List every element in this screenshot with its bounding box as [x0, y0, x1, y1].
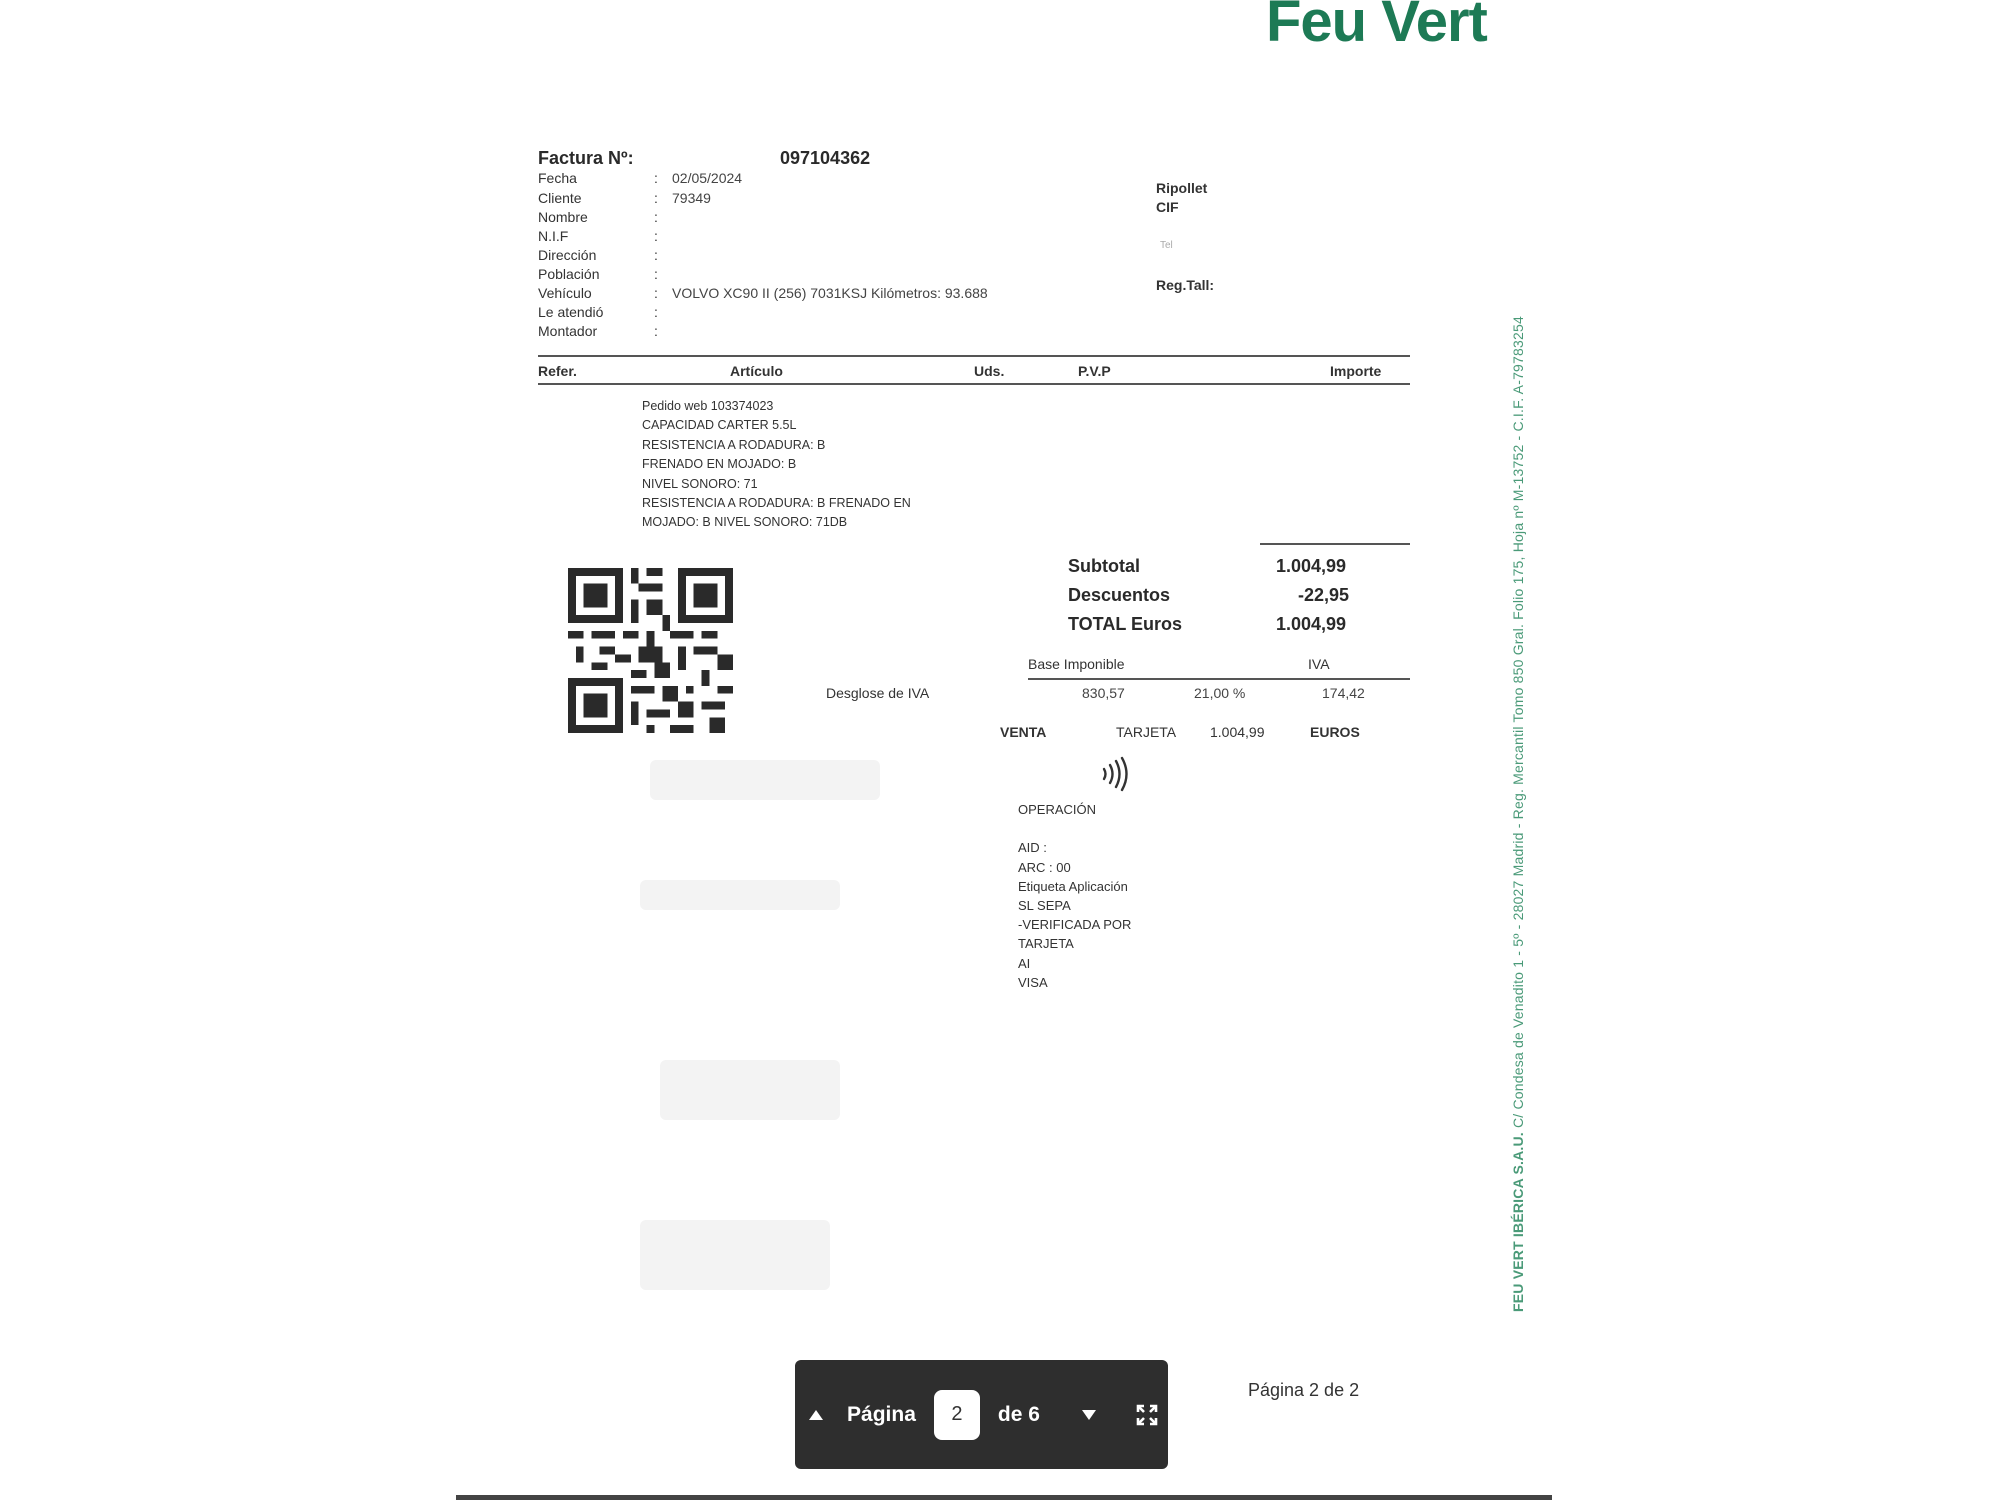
field-label: Fecha [538, 170, 577, 186]
page-bottom-edge [456, 1495, 1552, 1500]
field-value-client: 79349 [672, 190, 711, 206]
field-separator: : [654, 170, 658, 186]
scan-artifact [660, 1060, 840, 1120]
scan-artifact [650, 760, 880, 800]
item-line: CAPACIDAD CARTER 5.5L [642, 418, 797, 433]
receipt-line: AID : [1018, 840, 1047, 856]
page-total-label: de 6 [997, 1402, 1040, 1426]
field-label: Montador [538, 323, 598, 339]
page-label: Página [847, 1402, 916, 1426]
vat-label: IVA [1308, 656, 1330, 672]
payment-sale: VENTA [1000, 724, 1047, 740]
field-separator: : [654, 247, 658, 263]
document-page [456, 0, 1552, 1500]
fullscreen-button[interactable] [1134, 1402, 1160, 1428]
shop-name: Ripollet [1156, 180, 1208, 196]
company-address: C/ Condesa de Venadito 1 - 5º - 28027 Madrid - Reg. Mercantil Tomo 850 Gral. Folio 175, Hoja nº M-13752 - C.I.F. A-79783254 [1510, 316, 1526, 1133]
receipt-line: VISA [1018, 974, 1048, 990]
field-separator: : [654, 285, 658, 301]
col-article: Artículo [730, 363, 783, 379]
tel-label: Tel [1160, 240, 1173, 251]
vat-breakdown-label: Desglose de IVA [826, 685, 930, 701]
feu-vert-logo: Feu Vert [1266, 0, 1487, 54]
discount-label: Descuentos [1068, 585, 1171, 605]
receipt-line: ARC : 00 [1018, 859, 1071, 875]
page-number-input[interactable] [934, 1390, 980, 1440]
item-line: MOJADO: B NIVEL SONORO: 71DB [642, 515, 848, 530]
payment-currency: EUROS [1310, 724, 1360, 740]
field-value-date: 02/05/2024 [672, 170, 743, 186]
receipt-line: AI [1018, 955, 1031, 971]
next-page-button[interactable] [1076, 1402, 1102, 1428]
field-label: Nombre [538, 209, 588, 225]
vat-rule [1028, 678, 1410, 680]
field-separator: : [654, 266, 658, 282]
col-ref: Refer. [538, 363, 577, 379]
col-amount: Importe [1330, 363, 1382, 379]
receipt-line: -VERIFICADA POR [1018, 917, 1132, 933]
reg-tall-label: Reg.Tall: [1156, 277, 1215, 293]
totals-rule [1260, 543, 1410, 545]
field-separator: : [654, 323, 658, 339]
fullscreen-icon [1136, 1404, 1158, 1426]
arrow-down-icon [1081, 1409, 1097, 1421]
field-separator: : [654, 304, 658, 320]
field-label: Población [538, 266, 600, 282]
subtotal-label: Subtotal [1068, 556, 1140, 576]
company-name: FEU VERT IBÉRICA S.A.U. [1510, 1132, 1526, 1312]
invoice-number-label: Factura Nº: [538, 148, 634, 168]
table-header-rule [538, 383, 1410, 385]
field-separator: : [654, 190, 658, 206]
cif-label: CIF [1156, 199, 1179, 215]
receipt-line: Etiqueta Aplicación [1018, 878, 1128, 894]
payment-amount: 1.004,99 [1210, 724, 1265, 740]
vat-base-value: 830,57 [1082, 685, 1125, 701]
field-separator: : [654, 209, 658, 225]
faded-header-watermark [510, 0, 529, 74]
payment-method: TARJETA [1116, 724, 1177, 740]
receipt-line: SL SEPA [1018, 898, 1071, 913]
item-line: Pedido web 103374023 [642, 399, 774, 413]
contactless-icon [1096, 756, 1132, 792]
total-label: TOTAL Euros [1068, 614, 1183, 634]
item-line: RESISTENCIA A RODADURA: B FRENADO EN [642, 496, 911, 511]
scan-artifact [640, 1220, 830, 1290]
vat-base-label: Base Imponible [1028, 656, 1125, 672]
receipt-line: TARJETA [1018, 936, 1074, 952]
discount-value: -22,95 [1298, 585, 1350, 605]
total-value: 1.004,99 [1276, 614, 1347, 634]
company-legal-text [1510, 316, 1526, 1312]
page-navigation-toolbar [795, 1360, 1168, 1469]
vat-rate: 21,00 % [1194, 685, 1246, 701]
item-line: RESISTENCIA A RODADURA: B [642, 437, 826, 452]
document-page-number: Página 2 de 2 [1248, 1380, 1360, 1400]
table-top-rule [538, 355, 1410, 357]
col-pvp: P.V.P [1078, 363, 1111, 379]
previous-page-button[interactable] [803, 1402, 829, 1428]
item-description [642, 397, 911, 533]
field-value-vehicle: VOLVO XC90 II (256) 7031KSJ Kilómetros: 93.688 [672, 285, 988, 301]
subtotal-value: 1.004,99 [1276, 556, 1347, 576]
field-label: Vehículo [538, 285, 592, 301]
vat-value: 174,42 [1322, 685, 1365, 701]
receipt-line: OPERACIÓN [1018, 802, 1097, 817]
item-line: NIVEL SONORO: 71 [642, 476, 758, 491]
field-label: N.I.F [538, 228, 569, 244]
qr-code-icon [568, 568, 733, 733]
field-label: Le atendió [538, 304, 604, 320]
invoice-number: 097104362 [780, 148, 871, 168]
field-separator: : [654, 228, 658, 244]
col-units: Uds. [974, 363, 1005, 379]
scan-artifact [640, 880, 840, 910]
card-receipt [1018, 800, 1131, 992]
arrow-up-icon [808, 1409, 824, 1421]
field-label: Cliente [538, 190, 582, 206]
field-label: Dirección [538, 247, 597, 263]
item-line: FRENADO EN MOJADO: B [642, 457, 797, 472]
